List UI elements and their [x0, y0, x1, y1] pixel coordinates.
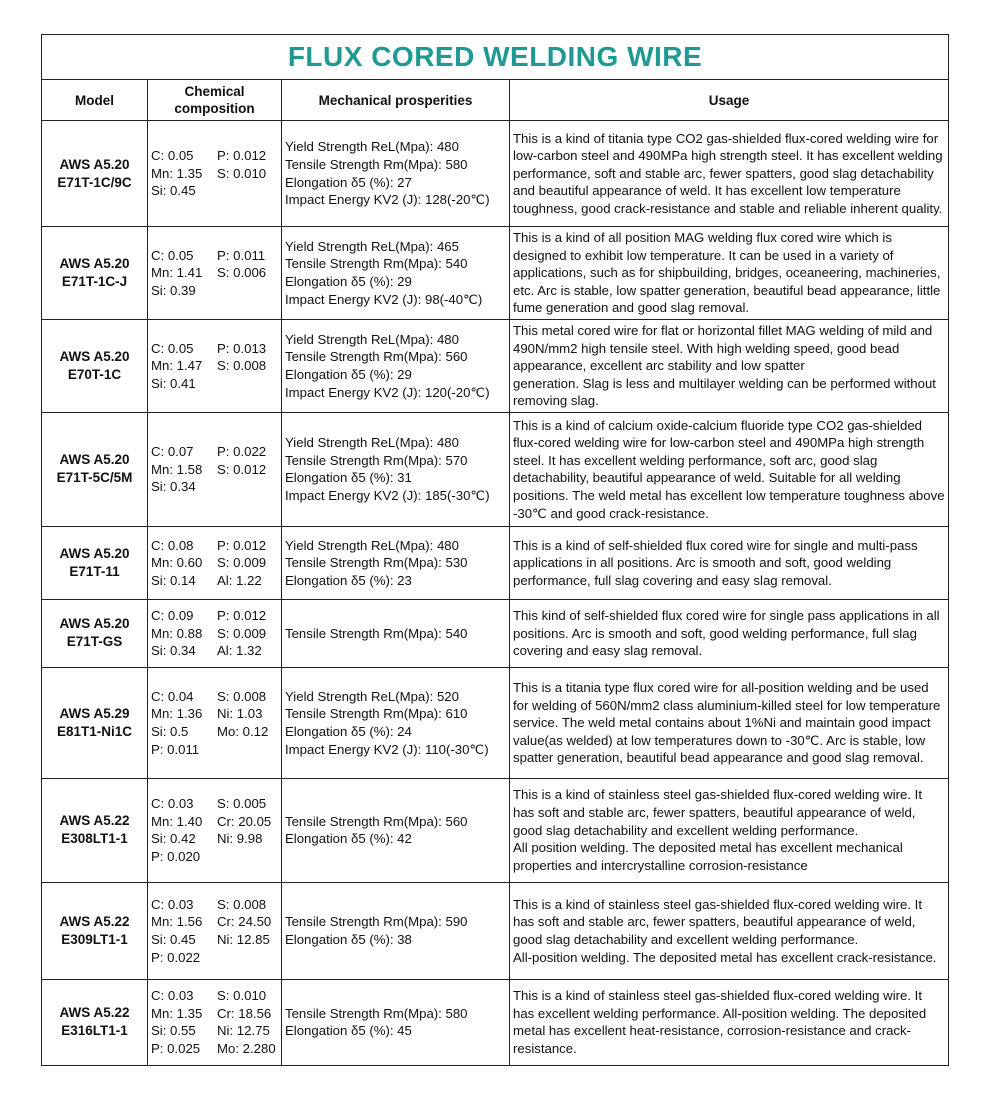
chemical-value: P: 0.012: [217, 537, 267, 553]
mechanical-value: Yield Strength ReL(Mpa): 480: [285, 435, 459, 451]
mechanical-value: Elongation δ5 (%): 38: [285, 931, 412, 947]
chemical-value: P: 0.013: [217, 340, 267, 356]
chemical-value: Mn: 0.60: [151, 555, 203, 571]
mechanical-value: Tensile Strength Rm(Mpa): 560: [285, 349, 468, 365]
usage-text: All position welding. The deposited metal has excellent mechanical properties and intercrystalline corrosion-resistance: [513, 840, 903, 873]
mechanical-value: Tensile Strength Rm(Mpa): 580: [285, 1005, 468, 1021]
header-chemical-label: Chemical composition: [174, 84, 255, 116]
chemical-value: Mn: 0.88: [151, 625, 203, 641]
model-cell: [42, 320, 148, 413]
mechanical-cell: [282, 667, 510, 778]
chemical-value: P: 0.012: [217, 608, 267, 624]
mechanical-value: Elongation δ5 (%): 45: [285, 1023, 412, 1039]
chemical-value: S: 0.009: [217, 625, 267, 641]
chemical-grid: [151, 340, 281, 393]
model-text: E71T-1C-J: [61, 274, 128, 289]
chemical-value: Si: 0.45: [151, 931, 196, 947]
mechanical-value: Elongation δ5 (%): 42: [285, 831, 412, 847]
chemical-cell: [148, 778, 282, 882]
mechanical-value: Yield Strength ReL(Mpa): 480: [285, 331, 459, 347]
mechanical-value: Elongation δ5 (%): 24: [285, 723, 412, 739]
mechanical-value: Impact Energy KV2 (J): 98(-40℃): [285, 291, 483, 307]
chemical-value: C: 0.08: [151, 537, 194, 553]
model-cell: [42, 412, 148, 526]
usage-cell: [510, 979, 949, 1065]
chemical-value: Si: 0.34: [151, 479, 196, 495]
chemical-value: P: 0.011: [151, 741, 200, 757]
chemical-value: [217, 741, 285, 759]
table-body: [42, 121, 949, 1066]
usage-cell: [510, 667, 949, 778]
model-text: AWS A5.20: [59, 156, 130, 172]
mechanical-value: Tensile Strength Rm(Mpa): 580: [285, 156, 468, 172]
chemical-value: [217, 478, 285, 496]
usage-cell: [510, 599, 949, 667]
table-row: [42, 979, 949, 1065]
chemical-value: Si: 0.42: [151, 831, 196, 847]
model-text: AWS A5.20: [59, 348, 130, 364]
usage-cell: [510, 412, 949, 526]
mechanical-value: Impact Energy KV2 (J): 185(-30℃): [285, 488, 490, 504]
chemical-value: C: 0.09: [151, 608, 194, 624]
chemical-value: S: 0.010: [217, 988, 267, 1004]
model-text: E71T-GS: [66, 634, 123, 650]
usage-cell: [510, 526, 949, 599]
model-text: AWS A5.20: [59, 256, 130, 271]
usage-text: This is a kind of calcium oxide-calcium fluoride type CO2 gas-shielded flux-cored welding wire for low-carbon steel and 490MPa high strength steel. It has excellent welding performance, soft arc, good slag detachability, beautiful appearance of weld. Suitable for all welding positions. The weld metal has excellent low temperature toughness above -30℃ and good crack-resistance.: [513, 417, 945, 521]
header-usage: Usage: [510, 80, 949, 121]
model-text: E308LT1-1: [61, 831, 128, 847]
chemical-value: Cr: 20.05: [217, 813, 272, 829]
chemical-cell: [148, 526, 282, 599]
usage-text: This is a kind of all position MAG welding flux cored wire which is designed to exhibit low temperature. It can be used in a variety of applications, such as for shipbuilding, bridges, oceaneering, machineries, etc. Arc is stable, low spatter generation, beautiful bead appearance, little fume generation and good slag removal.: [513, 230, 941, 316]
spec-sheet: [41, 34, 948, 1066]
chemical-grid: [151, 147, 281, 200]
chemical-value: P: 0.012: [217, 148, 267, 164]
mechanical-value: Tensile Strength Rm(Mpa): 570: [285, 452, 468, 468]
mechanical-value: Impact Energy KV2 (J): 110(-30℃): [285, 741, 489, 757]
usage-text: This is a kind of stainless steel gas-shielded flux-cored welding wire. It has excellent welding performance. All-position welding. The deposited metal has excellent heat-resistance, corrosion-resistance and crack-resistance.: [513, 988, 927, 1057]
usage-text: This is a titania type flux cored wire for all-position welding and be used for welding of 560N/mm2 class aluminium-killed steel for low temperature service. The weld metal contains about 1%Ni and maintain good impact value(as welded) at low temperatures down to -30℃. Arc is stable, low spatter generation, beautiful bead appearance and good slag removal.: [513, 679, 941, 766]
chemical-value: S: 0.008: [217, 896, 267, 912]
chemical-grid: [151, 607, 281, 660]
chemical-value: [217, 282, 285, 300]
chemical-value: Ni: 1.03: [217, 706, 263, 722]
chemical-value: Al: 1.32: [217, 643, 262, 659]
chemical-value: P: 0.025: [151, 1041, 201, 1057]
mechanical-value: Elongation δ5 (%): 31: [285, 470, 412, 486]
model-cell: [42, 979, 148, 1065]
usage-cell: [510, 778, 949, 882]
model-text: AWS A5.22: [59, 813, 130, 829]
usage-text: This metal cored wire for flat or horizontal fillet MAG welding of mild and 490N/mm2 high tensile steel. With high welding speed, good bead appearance, excellent arc stability and low spatter: [513, 323, 933, 374]
chemical-cell: [148, 882, 282, 979]
header-model: Model: [42, 80, 148, 121]
table-row: [42, 412, 949, 526]
model-cell: [42, 227, 148, 320]
chemical-value: Si: 0.14: [151, 572, 196, 588]
chemical-value: Si: 0.5: [151, 723, 189, 739]
model-text: E71T-11: [69, 563, 120, 579]
chemical-value: S: 0.012: [217, 461, 267, 477]
header-chemical: [148, 80, 282, 121]
mechanical-value: Impact Energy KV2 (J): 128(-20℃): [285, 192, 490, 208]
chemical-value: C: 0.03: [151, 796, 194, 812]
chemical-cell: [148, 979, 282, 1065]
model-text: AWS A5.29: [59, 705, 130, 721]
mechanical-cell: [282, 979, 510, 1065]
usage-cell: [510, 227, 949, 320]
table-row: [42, 526, 949, 599]
model-cell: [42, 882, 148, 979]
chemical-value: P: 0.022: [151, 949, 201, 965]
chemical-value: [217, 375, 285, 393]
chemical-value: S: 0.010: [217, 165, 267, 181]
chemical-value: Si: 0.45: [151, 183, 196, 199]
chemical-value: Mn: 1.40: [151, 813, 203, 829]
model-text: E316LT1-1: [61, 1023, 128, 1039]
chemical-value: S: 0.005: [217, 796, 267, 812]
chemical-grid: [151, 688, 281, 758]
chemical-value: Mn: 1.58: [151, 461, 203, 477]
chemical-cell: [148, 121, 282, 227]
chemical-value: Mn: 1.35: [151, 165, 203, 181]
model-cell: [42, 121, 148, 227]
chemical-value: P: 0.011: [217, 247, 266, 263]
usage-text: generation. Slag is less and multilayer welding can be performed without removing slag.: [513, 375, 936, 409]
chemical-value: P: 0.022: [217, 444, 267, 460]
mechanical-cell: [282, 412, 510, 526]
chemical-value: C: 0.05: [151, 247, 194, 263]
chemical-value: Ni: 9.98: [217, 831, 263, 847]
mechanical-value: Elongation δ5 (%): 27: [285, 174, 412, 190]
mechanical-value: Tensile Strength Rm(Mpa): 560: [285, 813, 468, 829]
table-row: [42, 667, 949, 778]
chemical-grid: [151, 896, 281, 966]
chemical-value: Mo: 2.280: [217, 1041, 276, 1057]
chemical-value: S: 0.008: [217, 688, 267, 704]
model-cell: [42, 778, 148, 882]
chemical-value: Mn: 1.36: [151, 706, 203, 722]
mechanical-cell: [282, 526, 510, 599]
mechanical-cell: [282, 121, 510, 227]
chemical-cell: [148, 320, 282, 413]
chemical-cell: [148, 667, 282, 778]
mechanical-value: Tensile Strength Rm(Mpa): 530: [285, 555, 468, 571]
chemical-value: Ni: 12.85: [217, 931, 270, 947]
mechanical-cell: [282, 882, 510, 979]
chemical-cell: [148, 227, 282, 320]
chemical-value: [217, 848, 285, 866]
chemical-value: S: 0.009: [217, 555, 267, 571]
usage-text: This kind of self-shielded flux cored wire for single pass applications in all positions. Arc is smooth and soft, good welding performance, full slag covering and easy slag removal.: [513, 608, 940, 659]
usage-text: All-position welding. The deposited metal has excellent crack-resistance.: [513, 949, 937, 965]
model-cell: [42, 526, 148, 599]
model-cell: [42, 599, 148, 667]
chemical-value: Ni: 12.75: [217, 1023, 270, 1039]
mechanical-value: Yield Strength ReL(Mpa): 520: [285, 688, 459, 704]
chemical-value: Mn: 1.41: [151, 265, 203, 281]
chemical-value: [217, 949, 285, 967]
mechanical-value: Elongation δ5 (%): 29: [285, 366, 412, 382]
chemical-value: Mn: 1.47: [151, 358, 203, 374]
chemical-cell: [148, 599, 282, 667]
model-text: E70T-1C: [67, 366, 122, 382]
chemical-value: S: 0.008: [217, 358, 267, 374]
mechanical-cell: [282, 778, 510, 882]
usage-text: This is a kind of self-shielded flux cored wire for single and multi-pass applications in all positions. Arc is smooth and soft, good welding performance, full slag covering and easy slag removal.: [513, 537, 918, 588]
spec-table: [41, 34, 949, 1066]
chemical-value: Cr: 24.50: [217, 914, 272, 930]
chemical-value: C: 0.03: [151, 988, 194, 1004]
header-row: [42, 80, 949, 121]
table-row: [42, 121, 949, 227]
chemical-value: Al: 1.22: [217, 572, 262, 588]
table-row: [42, 320, 949, 413]
chemical-value: Si: 0.55: [151, 1023, 196, 1039]
model-text: E309LT1-1: [61, 931, 128, 947]
chemical-grid: [151, 987, 281, 1057]
model-text: AWS A5.20: [59, 452, 130, 468]
model-text: AWS A5.22: [59, 1005, 130, 1021]
chemical-value: C: 0.05: [151, 148, 194, 164]
mechanical-cell: [282, 599, 510, 667]
chemical-grid: [151, 795, 281, 865]
model-text: E81T1-Ni1C: [56, 723, 133, 739]
mechanical-value: Tensile Strength Rm(Mpa): 610: [285, 706, 468, 722]
mechanical-cell: [282, 227, 510, 320]
model-cell: [42, 667, 148, 778]
chemical-value: Mo: 0.12: [217, 723, 269, 739]
usage-cell: [510, 320, 949, 413]
chemical-grid: [151, 443, 281, 496]
title-text: FLUX CORED WELDING WIRE: [287, 41, 703, 72]
chemical-value: C: 0.03: [151, 896, 194, 912]
header-mechanical: Mechanical prosperities: [282, 80, 510, 121]
chemical-value: C: 0.04: [151, 688, 194, 704]
chemical-value: P: 0.020: [151, 849, 201, 865]
mechanical-value: Yield Strength ReL(Mpa): 465: [285, 238, 459, 254]
model-text: AWS A5.20: [59, 616, 130, 632]
mechanical-value: Yield Strength ReL(Mpa): 480: [285, 537, 459, 553]
chemical-value: Mn: 1.35: [151, 1005, 203, 1021]
table-row: [42, 227, 949, 320]
chemical-value: Cr: 18.56: [217, 1005, 272, 1021]
model-text: E71T-5C/5M: [56, 470, 133, 486]
chemical-cell: [148, 412, 282, 526]
mechanical-value: Yield Strength ReL(Mpa): 480: [285, 139, 459, 155]
usage-text: This is a kind of stainless steel gas-shielded flux-cored welding wire. It has soft and stable arc, fewer spatters, beautiful appearance of weld, good slag detachability and excellent welding performance.: [513, 787, 922, 838]
mechanical-value: Tensile Strength Rm(Mpa): 540: [285, 625, 468, 641]
mechanical-cell: [282, 320, 510, 413]
chemical-value: Si: 0.39: [151, 282, 196, 298]
mechanical-value: Elongation δ5 (%): 23: [285, 572, 412, 588]
usage-cell: [510, 121, 949, 227]
chemical-grid: [151, 537, 281, 590]
chemical-value: Si: 0.41: [151, 375, 196, 391]
model-text: AWS A5.22: [59, 913, 130, 929]
table-row: [42, 882, 949, 979]
model-text: E71T-1C/9C: [57, 174, 132, 190]
model-text: AWS A5.20: [59, 545, 130, 561]
chemical-value: Mn: 1.56: [151, 914, 203, 930]
usage-text: This is a kind of stainless steel gas-shielded flux-cored welding wire. It has soft and stable arc, fewer spatters, beautiful appearance of weld, good slag detachability and excellent welding performance.: [513, 896, 922, 947]
chemical-value: Si: 0.34: [151, 643, 196, 659]
chemical-value: S: 0.006: [217, 265, 267, 281]
table-row: [42, 599, 949, 667]
page-title: [42, 35, 949, 80]
chemical-grid: [151, 247, 281, 300]
chemical-value: C: 0.07: [151, 444, 194, 460]
mechanical-value: Impact Energy KV2 (J): 120(-20℃): [285, 384, 490, 400]
chemical-value: [217, 182, 285, 200]
usage-text: This is a kind of titania type CO2 gas-shielded flux-cored welding wire for low-carbon steel and 490MPa high strength steel. It has excellent welding performance, soft and stable arc, fewer spatters, good slag detachability and beautiful appearance of weld. It has excellent low temperature toughness, good crack-resistance and stable and reliable inherent quality.: [513, 130, 943, 216]
mechanical-value: Tensile Strength Rm(Mpa): 540: [285, 256, 468, 272]
table-row: [42, 778, 949, 882]
usage-cell: [510, 882, 949, 979]
mechanical-value: Elongation δ5 (%): 29: [285, 274, 412, 289]
chemical-value: C: 0.05: [151, 340, 194, 356]
mechanical-value: Tensile Strength Rm(Mpa): 590: [285, 914, 468, 930]
